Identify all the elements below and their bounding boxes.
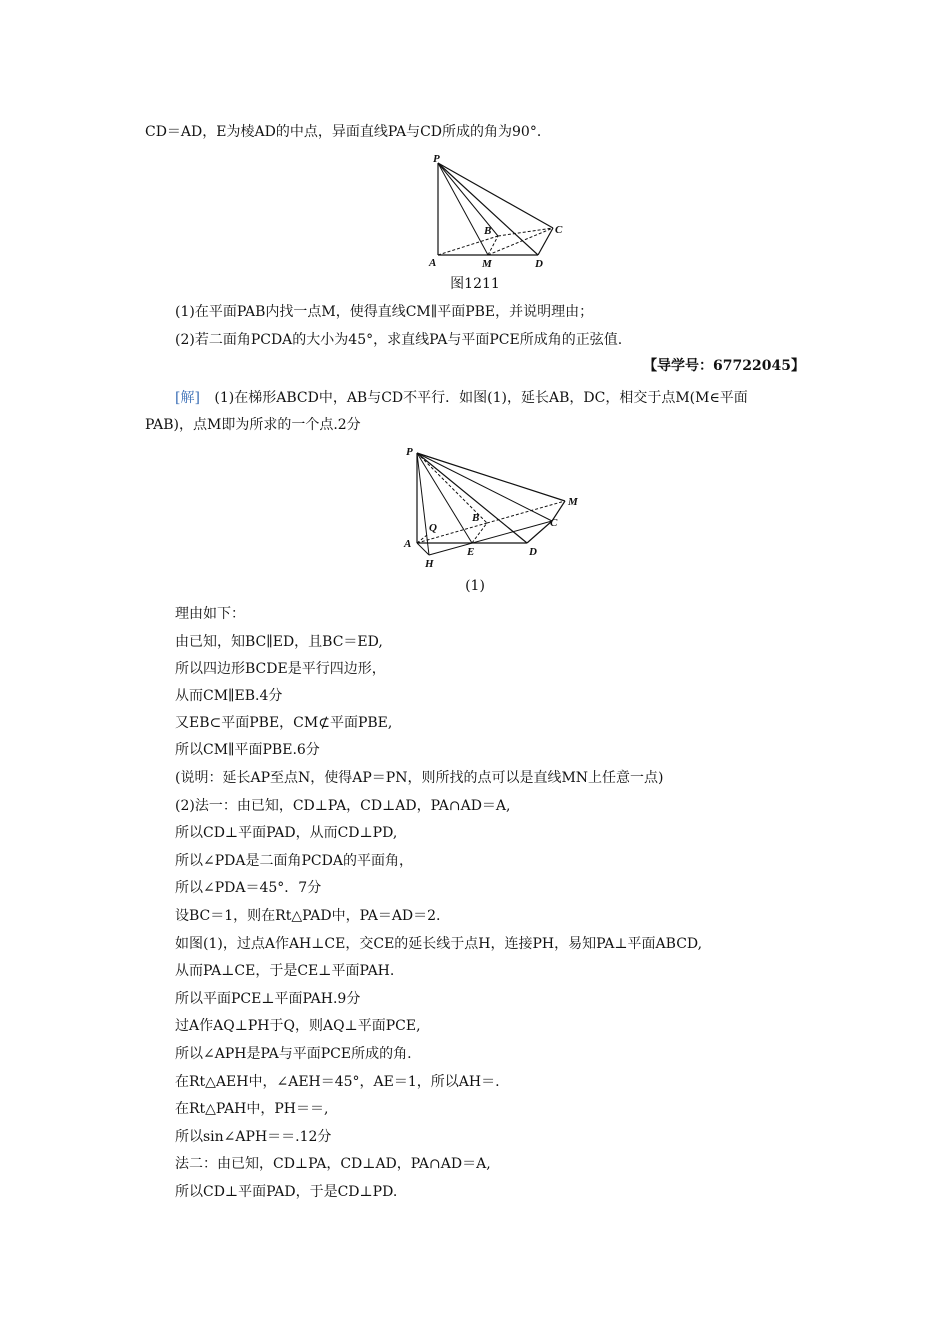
text-line: 从而CM∥EB.4分 — [175, 688, 283, 704]
figure1-label: P — [433, 153, 440, 165]
text-line: (说明：延长AP至点N，使得AP＝PN，则所找的点可以是直线MN上任意一点) — [175, 770, 664, 786]
figure2-label: B — [472, 512, 480, 524]
figure2-label: H — [425, 558, 434, 570]
figure2-label: C — [550, 517, 558, 529]
figure1-label: B — [484, 225, 492, 237]
text-line: 如图(1)，过点A作AH⊥CE，交CE的延长线于点H，连接PH，易知PA⊥平面ABCD, — [175, 936, 703, 952]
figure1-label: M — [482, 258, 492, 270]
text-line: 过A作AQ⊥PH于Q，则AQ⊥平面PCE, — [175, 1018, 421, 1034]
text-line: 由已知，知BC∥ED，且BC＝ED, — [175, 634, 383, 650]
text-line: 所以CM∥平面PBE.6分 — [175, 742, 320, 758]
text-line: 所以CD⊥平面PAD，从而CD⊥PD, — [175, 825, 398, 841]
figure2-label: M — [568, 496, 578, 508]
solution-line — [175, 388, 748, 408]
figure1-label: D — [535, 258, 543, 270]
figure2-label: E — [467, 546, 475, 558]
text-line: 从而PA⊥CE，于是CE⊥平面PAH. — [175, 963, 395, 979]
figure2-label: Q — [429, 522, 437, 534]
text-line: (1)在梯形ABCD中，AB与CD不平行．如图(1)，延长AB，DC，相交于点M(M∈平面 — [214, 390, 748, 406]
solution-tag: [解] — [175, 390, 200, 406]
figure1-label: A — [429, 257, 437, 269]
figure1-label: C — [555, 224, 563, 236]
text-line: 法二：由已知，CD⊥PA，CD⊥AD，PA∩AD＝A, — [175, 1156, 491, 1172]
text-line: 所以sin∠APH＝＝.12分 — [175, 1129, 332, 1145]
text-line: (2)若二面角PCDA的大小为45°，求直线PA与平面PCE所成角的正弦值. — [175, 332, 623, 348]
text-line: 所以∠APH是PA与平面PCE所成的角. — [175, 1046, 412, 1062]
figure-caption: 图1211 — [450, 276, 500, 292]
text-line: 所以四边形BCDE是平行四边形， — [175, 661, 386, 677]
text-line: 设BC＝1，则在Rt△PAD中，PA＝AD＝2. — [175, 908, 441, 924]
guide-number: 【导学号：67722045】 — [643, 358, 805, 374]
text-line: (1)在平面PAB内找一点M，使得直线CM∥平面PBE，并说明理由； — [175, 304, 594, 320]
text-line: 理由如下： — [175, 606, 245, 622]
figure2-label: A — [404, 538, 412, 550]
text-line: 所以∠PDA＝45°．7分 — [175, 880, 322, 896]
text-line: 所以CD⊥平面PAD，于是CD⊥PD. — [175, 1184, 398, 1200]
text-line: CD＝AD，E为棱AD的中点，异面直线PA与CD所成的角为90°． — [145, 124, 551, 140]
figure-pyramid-1 — [420, 153, 565, 271]
text-line: 在Rt△PAH中，PH＝＝, — [175, 1101, 329, 1117]
figure-caption: (1) — [465, 578, 485, 594]
text-line: 在Rt△AEH中，∠AEH＝45°，AE＝1，所以AH＝. — [175, 1074, 500, 1090]
text-line: 所以∠PDA是二面角PCDA的平面角， — [175, 853, 413, 869]
text-line: PAB)，点M即为所求的一个点.2分 — [145, 417, 361, 433]
figure2-label: P — [406, 446, 413, 458]
text-line: 所以平面PCE⊥平面PAH.9分 — [175, 991, 361, 1007]
text-line: (2)法一：由已知，CD⊥PA，CD⊥AD，PA∩AD＝A, — [175, 798, 511, 814]
figure-pyramid-2 — [397, 443, 587, 573]
text-line: 又EB⊂平面PBE，CM⊄平面PBE, — [175, 715, 393, 731]
figure2-label: D — [529, 546, 537, 558]
